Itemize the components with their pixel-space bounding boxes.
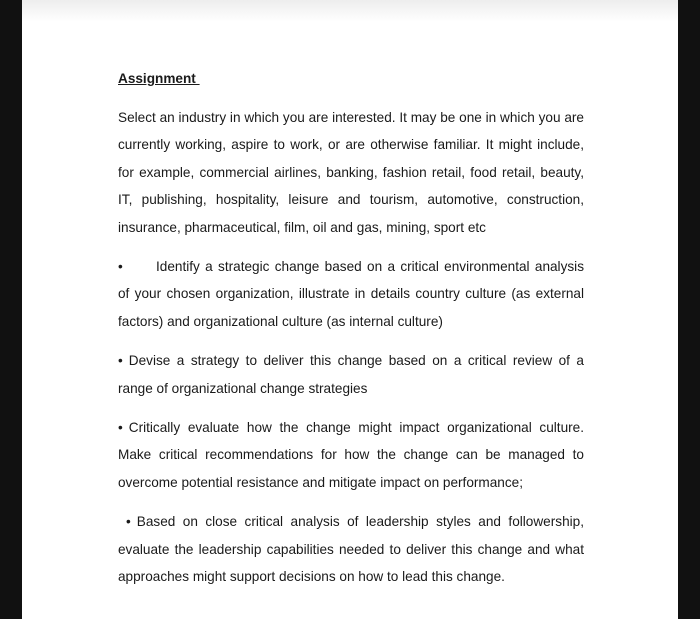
bullet-item-1 bbox=[118, 253, 584, 335]
bullet-marker: • bbox=[118, 259, 123, 275]
bullet-marker: • bbox=[126, 514, 131, 530]
bullet-text-1: Identify a strategic change based on a critical environmental analysis of your chosen organization, illustrate in details country culture (as external factors) and organizational culture (as internal culture) bbox=[118, 259, 584, 329]
intro-paragraph: Select an industry in which you are interested. It may be one in which you are currently working, aspire to work, or are otherwise familiar. It might include, for example, commercial airlines, banking, fashion retail, food retail, beauty, IT, publishing, hospitality, leisure and tourism, automotive, construction, insurance, pharmaceutical, film, oil and gas, mining, sport etc bbox=[118, 110, 584, 235]
bullet-text-3: Critically evaluate how the change might impact organizational culture. Make critical recommendations for how the change can be managed to overcome potential resistance and mitigate impact on performance; bbox=[118, 420, 584, 490]
document-body bbox=[118, 68, 584, 603]
document-page bbox=[22, 0, 678, 619]
assignment-heading: Assignment bbox=[118, 71, 200, 86]
bullet-item-2 bbox=[118, 347, 584, 402]
bullet-item-4 bbox=[118, 508, 584, 590]
page-top-shadow bbox=[22, 0, 678, 22]
bullet-text-4: Based on close critical analysis of leadership styles and followership, evaluate the leadership capabilities needed to deliver this change and what approaches might support decisions on how to lead this change. bbox=[118, 514, 584, 585]
bullet-text-2: Devise a strategy to deliver this change based on a critical review of a range of organizational change strategies bbox=[118, 353, 584, 396]
bullet-item-3 bbox=[118, 414, 584, 496]
bullet-marker: • bbox=[118, 420, 123, 436]
bullet-marker: • bbox=[118, 353, 123, 369]
